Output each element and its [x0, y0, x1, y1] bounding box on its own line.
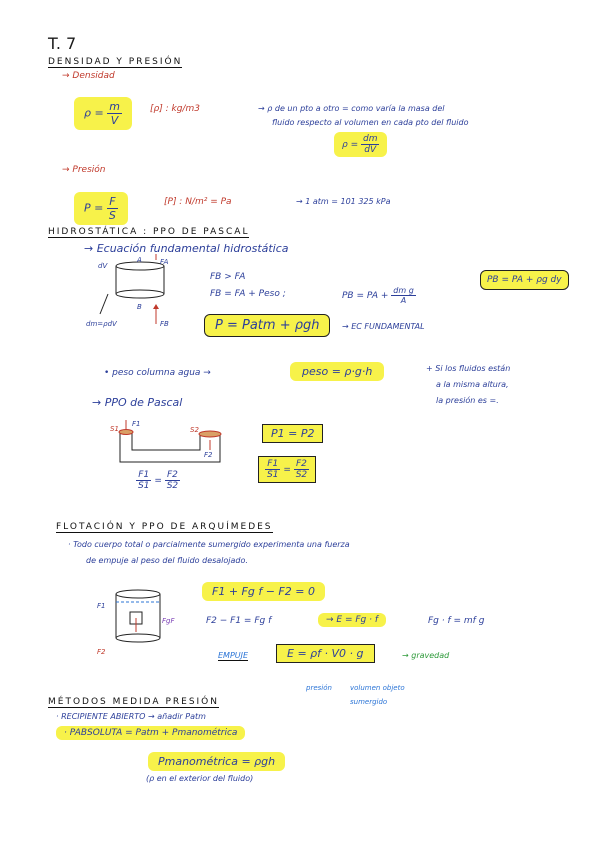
- label-b: B: [137, 303, 142, 311]
- label-dm: dm=ρdV: [86, 320, 117, 328]
- section-heading-metodos: MÉTODOS MEDIDA PRESIÓN: [48, 697, 219, 707]
- peso-columna-label: • peso columna agua →: [104, 368, 211, 378]
- flot-eq4: Fg · f = mf g: [428, 616, 485, 626]
- label-a: A: [137, 256, 142, 264]
- pascal-s2: S2: [190, 426, 199, 434]
- pascal-box-p: P1 = P2: [262, 424, 323, 443]
- empuje-label: EMPUJE: [218, 651, 249, 660]
- section-heading-hidrostatica: HIDROSTÁTICA : PPO DE PASCAL: [48, 227, 250, 237]
- rho-formula: ρ = $\frac{m}{V}$: [74, 97, 132, 130]
- presion-label: → Presión: [62, 165, 106, 175]
- pressure-units: [P] : N/m² = Pa: [164, 197, 232, 207]
- fundamental-equation: P = Patm + ρgh: [204, 314, 330, 337]
- fluid-note-line1: + Si los fluidos están: [426, 364, 511, 373]
- flot-eq2: F2 − F1 = Fg f: [206, 616, 272, 626]
- gravedad-label: → gravedad: [402, 651, 450, 660]
- section-heading-densidad: DENSIDAD Y PRESIÓN: [48, 57, 183, 67]
- fundamental-note: → EC FUNDAMENTAL: [342, 322, 425, 331]
- eq-pb-pa: PB = PA + $\frac{\text{dm g}}{A}$: [342, 286, 414, 305]
- subheading-ec-fundamental: → Ecuación fundamental hidrostática: [84, 242, 289, 255]
- eq-fb-gt-fa: FB > FA: [210, 272, 246, 282]
- page-title: T. 7: [48, 34, 77, 53]
- pressure-formula: P = $\frac{F}{S}$: [74, 192, 128, 225]
- sumergido-annotation: sumergido: [350, 698, 388, 706]
- label-dv: dV: [98, 262, 108, 270]
- pascal-f2: F2: [204, 451, 213, 459]
- peso-equation: peso = ρ·g·h: [290, 362, 384, 381]
- rho-diff-formula: ρ = $\frac{dm}{dV}$: [334, 132, 387, 157]
- label-fa: FA: [160, 258, 169, 266]
- pascal-label: → PPO de Pascal: [92, 396, 183, 409]
- arquimedes-text-line2: de empuje al peso del fluido desalojado.: [86, 556, 248, 565]
- pascal-s1: S1: [110, 425, 119, 433]
- flot-eq1: F1 + Fg f − F2 = 0: [202, 582, 325, 601]
- pascal-f1: F1: [132, 420, 141, 428]
- rho-note-line1: → ρ de un pto a otro = como varía la masa del: [258, 104, 445, 113]
- rho-note-line2: fluido respecto al volumen en cada pto del fluido: [272, 118, 469, 127]
- pascal-diagram: [112, 420, 232, 470]
- atm-note: → 1 atm = 101 325 kPa: [296, 197, 391, 206]
- pascal-fraction: $\frac{F1}{S1}$ = $\frac{F2}{S2}$: [138, 470, 179, 491]
- flot-f2: F2: [97, 648, 106, 656]
- eq-fb-fa-peso: FB = FA + Peso ;: [210, 289, 286, 299]
- flot-eq3: → E = Fg · f: [318, 613, 386, 627]
- fluid-note-line2: a la misma altura,: [436, 380, 509, 389]
- section-heading-flotacion: FLOTACIÓN Y PPO DE ARQUÍMEDES: [56, 522, 273, 532]
- manometrica-note: (ρ en el exterior del fluido): [146, 774, 254, 783]
- densidad-label: → Densidad: [62, 71, 115, 81]
- metodo-item1: · RECIPIENTE ABIERTO → añadir Patm: [56, 712, 206, 721]
- flot-f1: F1: [97, 602, 106, 610]
- rho-units: [ρ] : kg/m3: [150, 104, 200, 114]
- eq-pb-box: PB = PA + ρg dy: [480, 270, 569, 290]
- metodo-item2: · PABSOLUTA = Patm + Pmanométrica: [56, 726, 245, 740]
- volumen-annotation: volumen objeto: [350, 684, 405, 692]
- fluid-note-line3: la presión es =.: [436, 396, 499, 405]
- manometrica-equation: Pmanométrica = ρgh: [148, 752, 285, 771]
- flot-fgf: FgF: [162, 617, 175, 625]
- empuje-equation: E = ρf · V0 · g: [276, 644, 375, 663]
- label-fb: FB: [160, 320, 169, 328]
- arquimedes-text-line1: · Todo cuerpo total o parcialmente sumergido experimenta una fuerza: [68, 540, 350, 549]
- pascal-box-f: $\frac{F1}{S1}$ = $\frac{F2}{S2}$: [258, 456, 316, 483]
- presion-annotation: presión: [306, 684, 332, 692]
